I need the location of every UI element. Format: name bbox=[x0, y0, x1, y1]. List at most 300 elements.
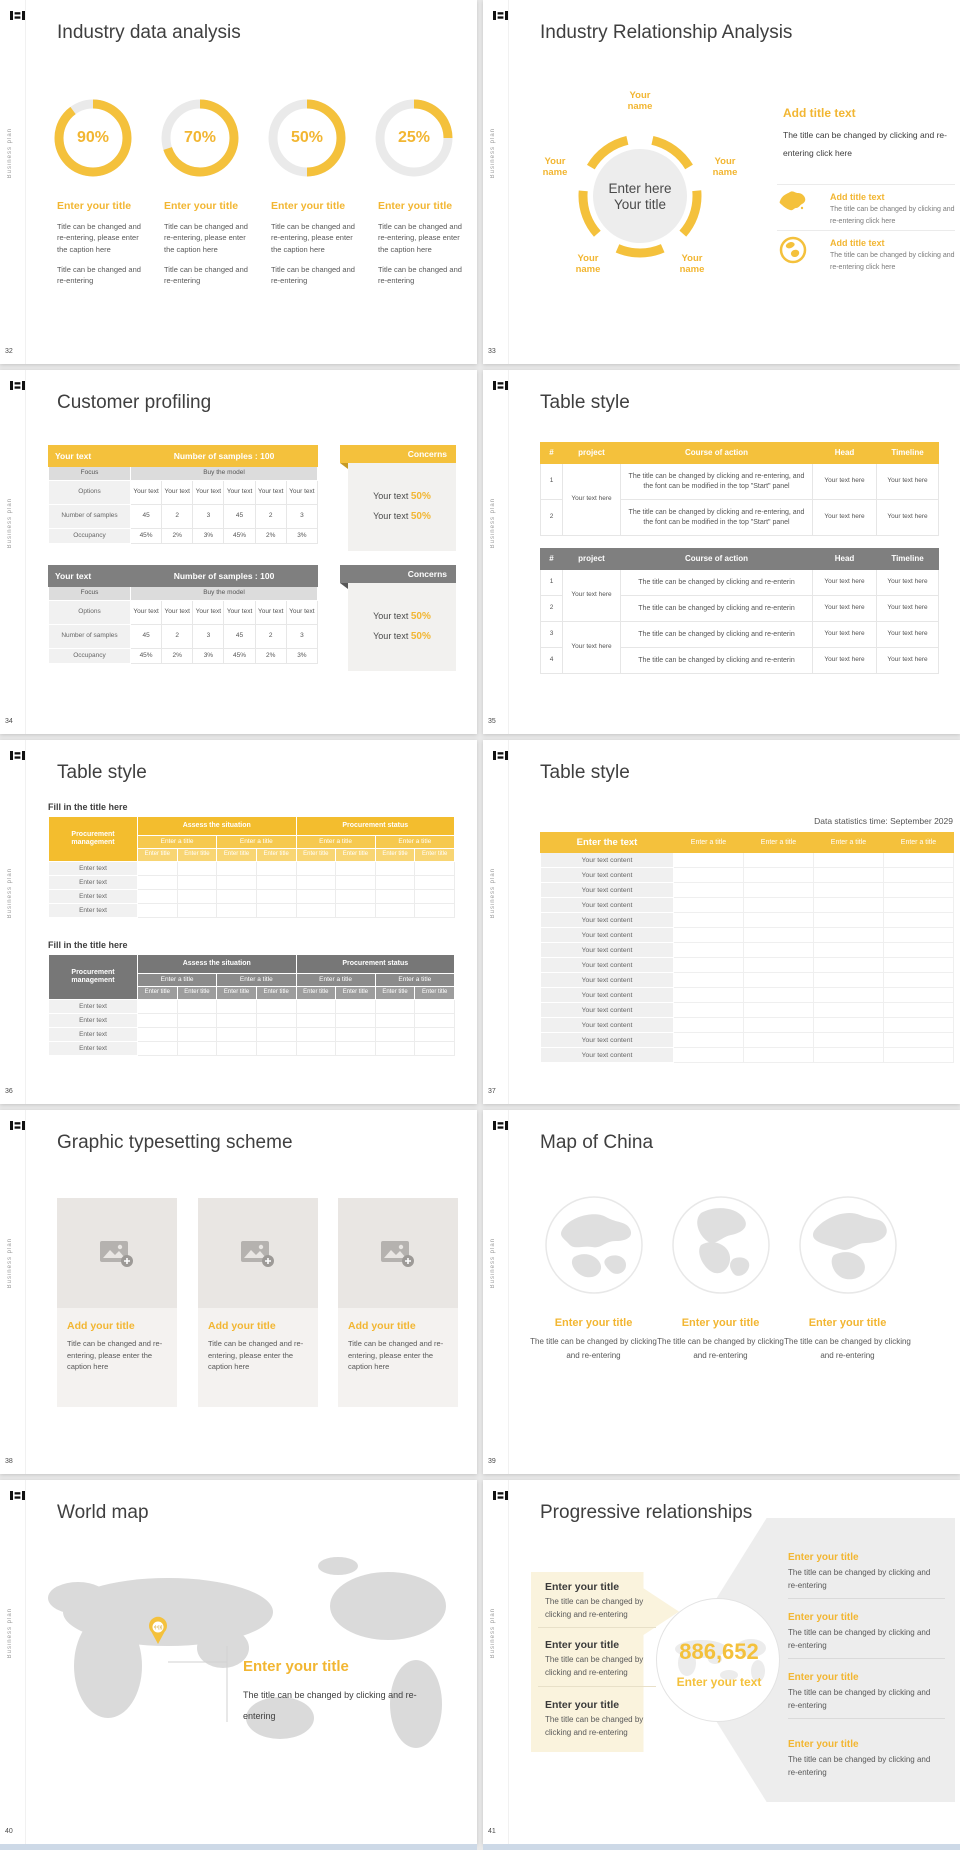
globe-title: Enter your title bbox=[554, 1317, 633, 1329]
cell: 45% bbox=[224, 529, 255, 544]
margin-line bbox=[508, 370, 509, 734]
empty-cell bbox=[375, 1042, 415, 1056]
divider bbox=[788, 1658, 945, 1659]
group-header: Procurement status bbox=[296, 817, 455, 836]
row-label: Enter text bbox=[49, 1014, 138, 1028]
row-label: Your text content bbox=[541, 1048, 674, 1063]
empty-cell bbox=[256, 1000, 296, 1014]
empty-cell bbox=[884, 853, 954, 868]
empty-cell bbox=[884, 973, 954, 988]
empty-cell bbox=[375, 876, 415, 890]
page-number: 40 bbox=[5, 1828, 13, 1835]
donut-caption: Title can be changed and re-entering bbox=[164, 264, 248, 285]
row-label: Enter text bbox=[49, 1028, 138, 1042]
empty-cell bbox=[177, 1014, 217, 1028]
cell: Focus bbox=[49, 587, 131, 601]
sidebar-label: Business plan bbox=[7, 868, 13, 919]
empty-cell bbox=[744, 943, 814, 958]
callout-title: Enter your title bbox=[243, 1658, 349, 1675]
empty-cell bbox=[884, 1003, 954, 1018]
ring-node-label: Your name bbox=[712, 156, 738, 178]
page-number: 39 bbox=[488, 1458, 496, 1465]
page-title: Progressive relationships bbox=[540, 1502, 753, 1523]
sidebar-label: Business plan bbox=[7, 128, 13, 179]
cell: Your text bbox=[224, 601, 255, 625]
sub-header: Enter a title bbox=[138, 836, 217, 849]
cell: Your text bbox=[193, 481, 224, 505]
empty-cell bbox=[884, 943, 954, 958]
sub-header: Enter title bbox=[217, 987, 257, 1000]
concerns-panel-gold bbox=[340, 445, 456, 551]
divider bbox=[788, 1718, 945, 1719]
col-header: Timeline bbox=[877, 549, 939, 570]
kpi-number: 886,652 bbox=[679, 1639, 759, 1664]
concern-pct: 50% bbox=[410, 511, 431, 522]
donut-caption: Title can be changed and re-entering, please enter the caption here bbox=[164, 222, 248, 254]
slide-33[interactable] bbox=[483, 0, 960, 364]
donut-caption: Title can be changed and re-entering, please enter the caption here bbox=[271, 222, 355, 254]
empty-cell bbox=[415, 1014, 455, 1028]
slide-41[interactable] bbox=[483, 1480, 960, 1844]
action-table-gray bbox=[540, 548, 939, 674]
slide-38[interactable] bbox=[0, 1110, 477, 1474]
empty-cell bbox=[814, 1033, 884, 1048]
col-header: Timeline bbox=[877, 443, 939, 464]
page-title: World map bbox=[57, 1502, 149, 1523]
corner-header: Procurement management bbox=[49, 817, 138, 862]
globe-block bbox=[784, 1195, 911, 1364]
empty-cell bbox=[674, 898, 744, 913]
empty-cell bbox=[674, 1018, 744, 1033]
row-label: Your text content bbox=[541, 973, 674, 988]
empty-cell bbox=[217, 890, 257, 904]
row-label: Your text content bbox=[541, 1033, 674, 1048]
empty-cell bbox=[217, 1042, 257, 1056]
empty-cell bbox=[375, 1014, 415, 1028]
sub-header: Enter title bbox=[296, 987, 336, 1000]
empty-cell bbox=[256, 1014, 296, 1028]
empty-cell bbox=[375, 904, 415, 918]
data-note: Data statistics time: September 2029 bbox=[814, 816, 953, 826]
empty-cell bbox=[884, 928, 954, 943]
concerns-body bbox=[348, 463, 456, 551]
sub-header: Enter title bbox=[256, 849, 296, 862]
procurement-table-gold bbox=[48, 816, 455, 918]
empty-cell bbox=[138, 1000, 178, 1014]
card-caption: Title can be changed and re-entering, please enter the caption here bbox=[208, 1339, 304, 1372]
brand-logo-icon bbox=[10, 1121, 25, 1130]
empty-cell bbox=[674, 988, 744, 1003]
empty-cell bbox=[814, 928, 884, 943]
brand-logo-icon bbox=[493, 381, 508, 390]
empty-cell bbox=[884, 1033, 954, 1048]
empty-cell bbox=[744, 913, 814, 928]
cell: 45 bbox=[224, 625, 255, 649]
step-body: The title can be changed by clicking and re-entering bbox=[545, 1655, 644, 1677]
cell: Your text here bbox=[877, 622, 939, 648]
empty-cell bbox=[415, 890, 455, 904]
cell: 2% bbox=[162, 649, 193, 664]
sidebar-label: Business plan bbox=[7, 498, 13, 549]
sub-header: Enter title bbox=[415, 849, 455, 862]
sub-header: Enter title bbox=[256, 987, 296, 1000]
empty-cell bbox=[217, 904, 257, 918]
empty-cell bbox=[674, 1033, 744, 1048]
sub-header: Enter a title bbox=[217, 974, 296, 987]
empty-cell bbox=[814, 883, 884, 898]
page-title: Industry data analysis bbox=[57, 22, 241, 43]
banner-fold bbox=[340, 583, 348, 589]
sub-header: Enter a title bbox=[138, 974, 217, 987]
empty-cell bbox=[336, 862, 376, 876]
slide-35[interactable] bbox=[483, 370, 960, 734]
empty-cell bbox=[814, 868, 884, 883]
concerns-panel-gray bbox=[340, 565, 456, 671]
row-label: Enter text bbox=[49, 862, 138, 876]
empty-cell bbox=[296, 1028, 336, 1042]
empty-cell bbox=[814, 1048, 884, 1063]
donut-block bbox=[369, 98, 469, 286]
donut-caption: Title can be changed and re-entering bbox=[271, 264, 355, 285]
cell: Your text here bbox=[813, 622, 877, 648]
donut-caption: Title can be changed and re-entering bbox=[57, 264, 141, 285]
cell: Your text bbox=[286, 481, 317, 505]
sub-header: Enter title bbox=[336, 987, 376, 1000]
slide-32[interactable] bbox=[0, 0, 477, 364]
image-card bbox=[338, 1198, 458, 1407]
kpi-circle bbox=[656, 1598, 780, 1722]
empty-cell bbox=[296, 1042, 336, 1056]
row-label: Your text content bbox=[541, 913, 674, 928]
row-label: Enter text bbox=[49, 904, 138, 918]
empty-cell bbox=[884, 868, 954, 883]
globe-caption: The title can be changed by clicking and re-entering bbox=[784, 1337, 911, 1361]
donut-caption: Title can be changed and re-entering, please enter the caption here bbox=[57, 222, 141, 254]
cell: 3 bbox=[193, 625, 224, 649]
procurement-table-gray bbox=[48, 954, 455, 1056]
cell: 3 bbox=[193, 505, 224, 529]
cell: 2% bbox=[255, 529, 286, 544]
group-header: Assess the situation bbox=[138, 817, 297, 836]
brand-logo-icon bbox=[493, 1121, 508, 1130]
slide-39[interactable] bbox=[483, 1110, 960, 1474]
sub-section-title: Add title text bbox=[830, 192, 885, 202]
empty-cell bbox=[217, 1028, 257, 1042]
cell: Buy the model bbox=[131, 467, 318, 481]
page-number: 33 bbox=[488, 348, 496, 355]
row-label: Your text content bbox=[541, 943, 674, 958]
empty-cell bbox=[177, 876, 217, 890]
empty-cell bbox=[336, 890, 376, 904]
sub-header: Enter a title bbox=[296, 836, 375, 849]
next-row-slide-edge bbox=[483, 1844, 960, 1850]
row-label: Occupancy bbox=[49, 649, 131, 664]
empty-cell bbox=[744, 898, 814, 913]
action-table-gold bbox=[540, 442, 939, 536]
empty-cell bbox=[375, 862, 415, 876]
col-header: Enter a title bbox=[814, 833, 884, 853]
empty-cell bbox=[884, 898, 954, 913]
cell: 45% bbox=[224, 649, 255, 664]
sub-section-body: The title can be changed by clicking and re-entering click here bbox=[830, 206, 955, 225]
sub-header: Enter a title bbox=[217, 836, 296, 849]
col-header: # bbox=[541, 549, 563, 570]
sub-header: Enter title bbox=[375, 987, 415, 1000]
sidebar-label: Business plan bbox=[490, 1608, 496, 1659]
cell: The title can be changed by clicking and re-enterin bbox=[621, 570, 813, 596]
row-label: Your text content bbox=[541, 1018, 674, 1033]
empty-cell bbox=[217, 876, 257, 890]
empty-cell bbox=[256, 904, 296, 918]
empty-cell bbox=[674, 913, 744, 928]
empty-cell bbox=[256, 1028, 296, 1042]
section-title: Fill in the title here bbox=[48, 940, 128, 950]
card-caption: Title can be changed and re-entering, please enter the caption here bbox=[348, 1339, 444, 1372]
margin-line bbox=[508, 1110, 509, 1474]
sub-header: Enter title bbox=[177, 987, 217, 1000]
step-body: The title can be changed by clicking and re-entering bbox=[545, 1597, 644, 1619]
globe-block bbox=[530, 1195, 657, 1364]
empty-cell bbox=[177, 862, 217, 876]
cell: 2 bbox=[541, 500, 563, 536]
empty-cell bbox=[814, 988, 884, 1003]
row-label: Enter text bbox=[49, 890, 138, 904]
page-number: 36 bbox=[5, 1088, 13, 1095]
page-title: Graphic typesetting scheme bbox=[57, 1132, 293, 1153]
cell: The title can be changed by clicking and re-enterin bbox=[621, 622, 813, 648]
empty-cell bbox=[375, 1028, 415, 1042]
empty-cell bbox=[138, 1042, 178, 1056]
empty-cell bbox=[415, 1028, 455, 1042]
empty-cell bbox=[296, 1000, 336, 1014]
slide-34[interactable] bbox=[0, 370, 477, 734]
row-label: Your text content bbox=[541, 958, 674, 973]
empty-cell bbox=[744, 883, 814, 898]
page-number: 41 bbox=[488, 1828, 496, 1835]
image-placeholder bbox=[338, 1198, 458, 1308]
empty-cell bbox=[674, 868, 744, 883]
col-header: # bbox=[541, 443, 563, 464]
cell: 3% bbox=[193, 649, 224, 664]
empty-cell bbox=[415, 862, 455, 876]
cell: 2% bbox=[162, 529, 193, 544]
empty-cell bbox=[336, 1014, 376, 1028]
empty-cell bbox=[674, 973, 744, 988]
sidebar-label: Business plan bbox=[490, 1238, 496, 1289]
slide-40[interactable] bbox=[0, 1480, 477, 1844]
section-title: Add title text bbox=[783, 106, 856, 120]
cell: The title can be changed by clicking and re-entering, and the font can be modified in the top "Start" panel bbox=[621, 464, 813, 500]
sub-header: Enter title bbox=[217, 849, 257, 862]
globe-icon bbox=[798, 1195, 898, 1295]
cell: Your text bbox=[131, 481, 162, 505]
brand-logo-icon bbox=[493, 11, 508, 20]
empty-cell bbox=[744, 1018, 814, 1033]
col-header: project bbox=[563, 443, 621, 464]
empty-cell bbox=[177, 1028, 217, 1042]
step-body: The title can be changed by clicking and re-entering bbox=[788, 1628, 931, 1650]
empty-cell bbox=[415, 876, 455, 890]
empty-cell bbox=[744, 853, 814, 868]
callout-body: The title can be changed by clicking and re-entering bbox=[243, 1690, 417, 1721]
row-label: Your text content bbox=[541, 988, 674, 1003]
empty-cell bbox=[138, 890, 178, 904]
sidebar-label: Business plan bbox=[7, 1608, 13, 1659]
step-body: The title can be changed by clicking and re-entering bbox=[545, 1715, 644, 1737]
margin-line bbox=[25, 370, 26, 734]
sub-header: Enter a title bbox=[375, 836, 454, 849]
empty-cell bbox=[336, 1042, 376, 1056]
group-header: Procurement status bbox=[296, 955, 455, 974]
margin-line bbox=[25, 0, 26, 364]
table-header: Your text bbox=[49, 566, 131, 587]
cell: Buy the model bbox=[131, 587, 318, 601]
donut-caption: Title can be changed and re-entering, please enter the caption here bbox=[378, 222, 462, 254]
customer-table-gray bbox=[48, 565, 318, 664]
donut-value: 50% bbox=[290, 129, 324, 146]
next-row-slide-edge bbox=[0, 1844, 477, 1850]
sidebar-label: Business plan bbox=[490, 498, 496, 549]
slide-37[interactable] bbox=[483, 740, 960, 1104]
empty-cell bbox=[744, 1003, 814, 1018]
margin-line bbox=[508, 1480, 509, 1844]
margin-line bbox=[25, 740, 26, 1104]
table-header: Your text bbox=[49, 446, 131, 467]
empty-cell bbox=[674, 853, 744, 868]
card-title: Add your title bbox=[67, 1320, 135, 1332]
card-caption-box bbox=[338, 1308, 458, 1407]
cell: Your text bbox=[286, 601, 317, 625]
col-header: Enter the text bbox=[541, 833, 674, 853]
cell: 2 bbox=[541, 596, 563, 622]
empty-cell bbox=[217, 862, 257, 876]
cell: 3 bbox=[541, 622, 563, 648]
empty-cell bbox=[744, 1048, 814, 1063]
world-map bbox=[18, 1546, 458, 1786]
cell: Focus bbox=[49, 467, 131, 481]
customer-table-gold bbox=[48, 445, 318, 544]
cell: Your text here bbox=[877, 464, 939, 500]
empty-cell bbox=[177, 1000, 217, 1014]
globe-icon bbox=[779, 236, 807, 264]
concern-text: Your text bbox=[373, 491, 409, 501]
concern-text: Your text bbox=[373, 511, 409, 521]
empty-cell bbox=[814, 973, 884, 988]
empty-cell bbox=[674, 883, 744, 898]
row-label: Enter text bbox=[49, 876, 138, 890]
empty-cell bbox=[744, 1033, 814, 1048]
donut-title: Enter your title bbox=[164, 200, 239, 212]
table-header: Number of samples : 100 bbox=[131, 566, 318, 587]
empty-cell bbox=[744, 958, 814, 973]
section-title: Fill in the title here bbox=[48, 802, 128, 812]
divider bbox=[777, 230, 955, 231]
empty-cell bbox=[336, 1000, 376, 1014]
empty-cell bbox=[884, 1018, 954, 1033]
sub-section-title: Add title text bbox=[830, 238, 885, 248]
empty-cell bbox=[138, 862, 178, 876]
cell: 2 bbox=[162, 625, 193, 649]
cell: 1 bbox=[541, 570, 563, 596]
card-caption-box bbox=[198, 1308, 318, 1407]
add-image-icon bbox=[380, 1238, 416, 1268]
row-label: Options bbox=[49, 601, 131, 625]
empty-cell bbox=[884, 958, 954, 973]
col-header: Head bbox=[813, 549, 877, 570]
page-number: 32 bbox=[5, 348, 13, 355]
empty-cell bbox=[814, 853, 884, 868]
cell: The title can be changed by clicking and re-enterin bbox=[621, 648, 813, 674]
globe-title: Enter your title bbox=[808, 1317, 887, 1329]
empty-cell bbox=[884, 988, 954, 1003]
row-label: Your text content bbox=[541, 853, 674, 868]
cell: Your text here bbox=[813, 648, 877, 674]
divider bbox=[777, 184, 955, 185]
china-map-icon bbox=[777, 190, 809, 216]
empty-cell bbox=[884, 883, 954, 898]
cell: Your text here bbox=[563, 464, 621, 536]
page-title: Customer profiling bbox=[57, 392, 212, 413]
svg-text:中国: 中国 bbox=[153, 1625, 163, 1630]
step-body: The title can be changed by clicking and re-entering bbox=[788, 1755, 931, 1777]
page-title: Industry Relationship Analysis bbox=[540, 22, 793, 43]
concern-text: Your text bbox=[373, 611, 409, 621]
section-body: The title can be changed by clicking and re-entering click here bbox=[783, 130, 947, 158]
donut-value: 90% bbox=[76, 129, 110, 146]
card-caption-box bbox=[57, 1308, 177, 1407]
row-label: Your text content bbox=[541, 928, 674, 943]
empty-cell bbox=[674, 928, 744, 943]
cell: 45% bbox=[131, 529, 162, 544]
empty-cell bbox=[296, 1014, 336, 1028]
row-label: Enter text bbox=[49, 1042, 138, 1056]
sub-header: Enter a title bbox=[296, 974, 375, 987]
row-label: Your text content bbox=[541, 898, 674, 913]
donut-value: 25% bbox=[397, 129, 431, 146]
empty-cell bbox=[336, 876, 376, 890]
empty-cell bbox=[138, 876, 178, 890]
brand-logo-icon bbox=[493, 751, 508, 760]
empty-cell bbox=[674, 1003, 744, 1018]
globe-icon bbox=[671, 1195, 771, 1295]
sub-header: Enter title bbox=[138, 849, 178, 862]
empty-cell bbox=[296, 862, 336, 876]
col-header: project bbox=[563, 549, 621, 570]
cell: 2% bbox=[255, 649, 286, 664]
slide-36[interactable] bbox=[0, 740, 477, 1104]
col-header: Enter a title bbox=[884, 833, 954, 853]
margin-line bbox=[508, 740, 509, 1104]
empty-cell bbox=[336, 1028, 376, 1042]
page-title: Table style bbox=[540, 762, 630, 783]
concerns-banner: Concerns bbox=[340, 445, 456, 463]
cell: 3% bbox=[286, 649, 317, 664]
empty-cell bbox=[814, 1018, 884, 1033]
donut-block bbox=[262, 98, 362, 286]
cell: 3% bbox=[286, 529, 317, 544]
brand-logo-icon bbox=[10, 381, 25, 390]
sub-header: Enter title bbox=[177, 849, 217, 862]
globe-caption: The title can be changed by clicking and re-entering bbox=[657, 1337, 784, 1361]
divider bbox=[538, 1627, 656, 1628]
brand-logo-icon bbox=[10, 11, 25, 20]
brand-logo-icon bbox=[10, 1491, 25, 1500]
empty-cell bbox=[375, 1000, 415, 1014]
empty-cell bbox=[415, 1000, 455, 1014]
brand-logo-icon bbox=[10, 751, 25, 760]
empty-cell bbox=[256, 862, 296, 876]
cell: Your text here bbox=[813, 596, 877, 622]
